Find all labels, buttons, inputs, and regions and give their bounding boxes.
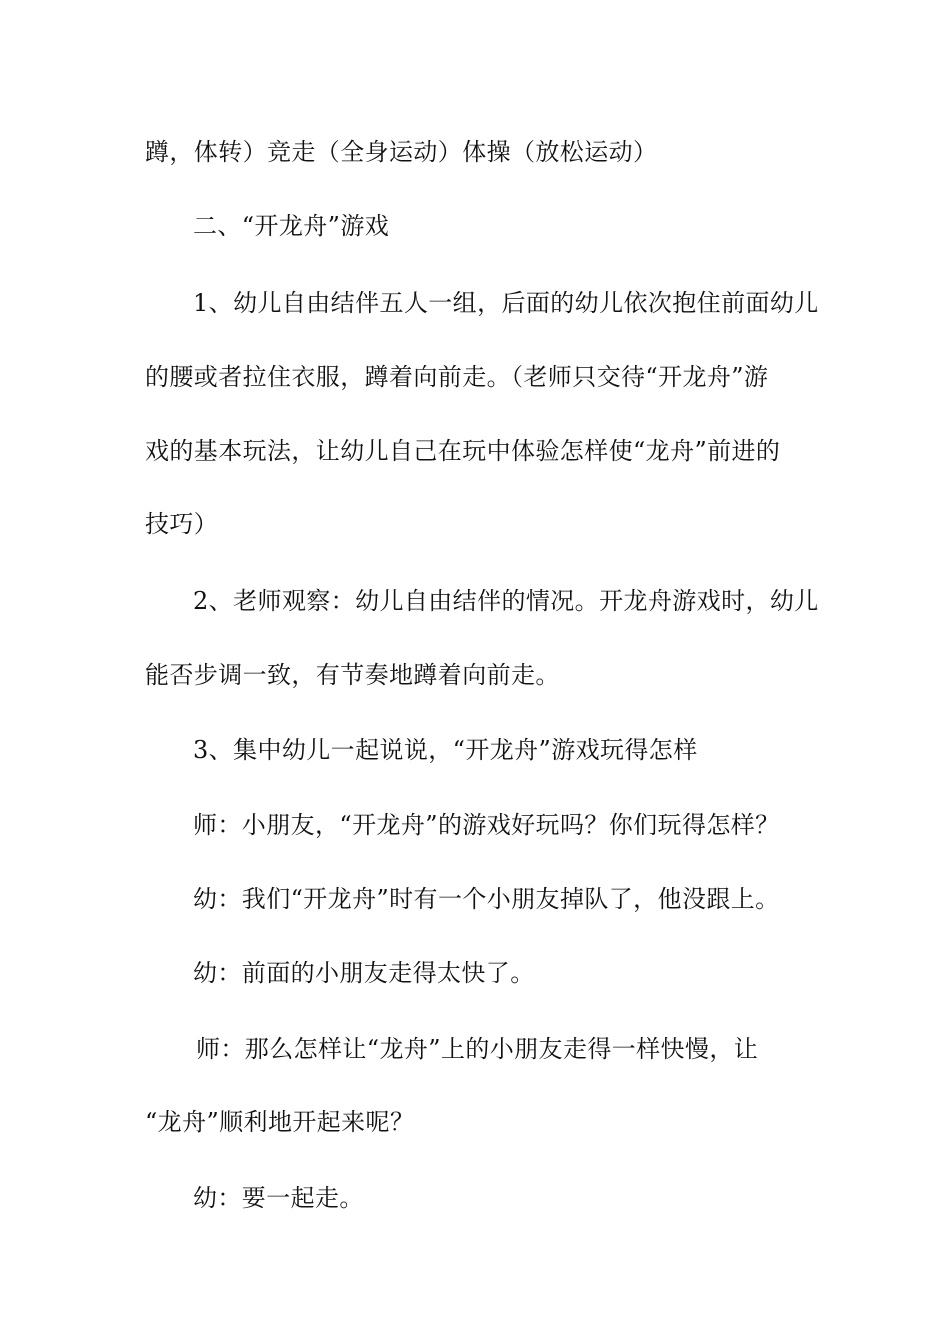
text-line-4: 的腰或者拉住衣服，蹲着向前走。（老师只交待“开龙舟”游 <box>145 363 769 391</box>
text-line-6: 技巧） <box>145 510 219 538</box>
dialogue-line-child-3: 幼：要一起走。 <box>193 1184 364 1212</box>
dialogue-line-child-1: 幼：我们“开龙舟”时有一个小朋友掉队了，他没跟上。 <box>193 885 780 913</box>
dialogue-line-teacher-1: 师：小朋友，“开龙舟”的游戏好玩吗？你们玩得怎样？ <box>193 811 780 839</box>
section-heading-game: 二、“开龙舟”游戏 <box>193 212 390 240</box>
text-line-9: 3、集中幼儿一起说说，“开龙舟”游戏玩得怎样 <box>193 736 698 764</box>
dialogue-line-child-2: 幼：前面的小朋友走得太快了。 <box>193 959 535 987</box>
text-line-7: 2、老师观察：幼儿自由结伴的情况。开龙舟游戏时，幼儿 <box>193 587 819 615</box>
dialogue-line-teacher-2-cont: “龙舟”顺利地开起来呢？ <box>145 1108 415 1136</box>
text-line-5: 戏的基本玩法，让幼儿自己在玩中体验怎样使“龙舟”前进的 <box>145 437 781 465</box>
text-line-8: 能否步调一致，有节奏地蹲着向前走。 <box>145 661 560 689</box>
dialogue-line-teacher-2: 师：那么怎样让“龙舟”上的小朋友走得一样快慢，让 <box>196 1035 759 1063</box>
text-line-3: 1、幼儿自由结伴五人一组，后面的幼儿依次抱住前面幼儿 <box>193 289 819 317</box>
text-line-1: 蹲，体转）竞走（全身运动）体操（放松运动） <box>145 138 658 166</box>
